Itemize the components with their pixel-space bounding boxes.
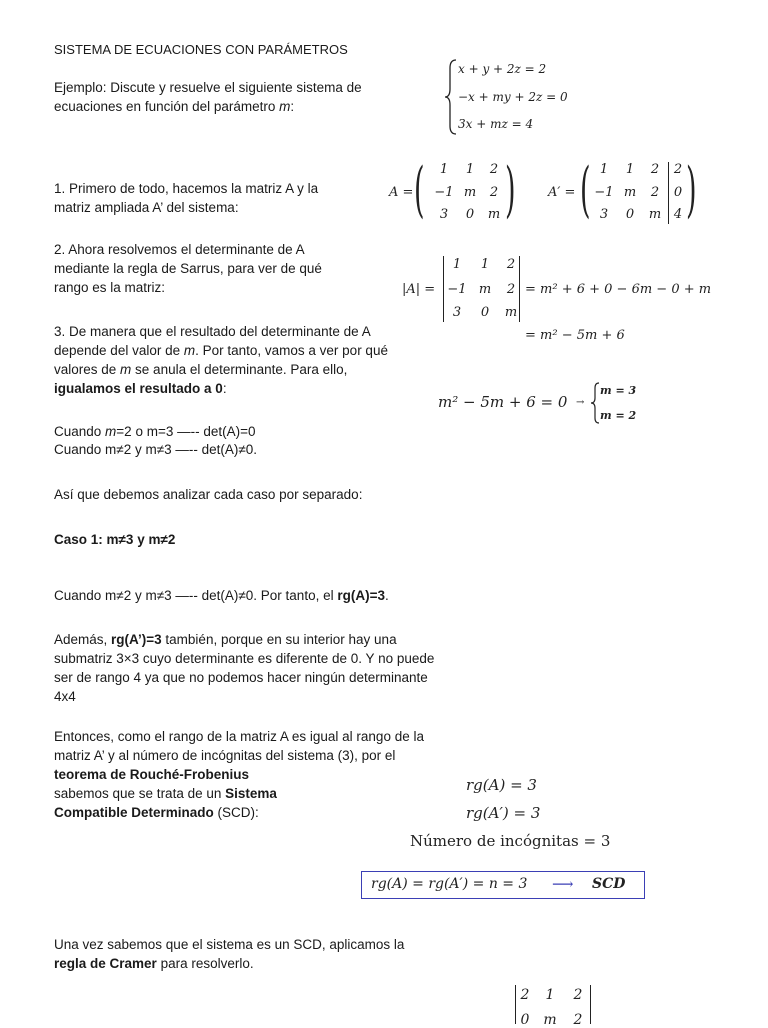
rank-augmented-part: Además,	[54, 632, 112, 647]
matrix-augmented-cell: 1	[625, 162, 635, 177]
intro-text: Ejemplo: Discute y resuelve el siguiente sistema de ecuaciones en función del parámetro	[54, 80, 362, 114]
case-zero-det-part: =2 o m=3 —-- det(A)=0	[116, 424, 256, 439]
matrix-augmented-cell: 4	[673, 207, 683, 222]
cramer-line: Una vez sabemos que el sistema es un SCD, aplicamos la	[54, 937, 405, 952]
case1-heading: Caso 1: m≠3 y m≠2	[54, 532, 176, 547]
rouche-bold: Sistema	[225, 786, 277, 801]
det-cell: 1	[480, 257, 490, 272]
rouche-part: sabemos que se trata de un	[54, 786, 226, 801]
matrix-a-cell: 2	[489, 185, 499, 200]
det-cell: −1	[447, 282, 467, 297]
matrix-a-cell: 1	[439, 162, 449, 177]
step3-param: m	[120, 362, 132, 377]
step3-part: . Por tanto, vamos a ver por qué valores de	[54, 343, 388, 377]
rouche-text	[54, 727, 464, 822]
matrix-augmented-cell: −1	[594, 185, 614, 200]
cramer-det-cell: m	[543, 1012, 557, 1028]
rank-a-part: .	[384, 588, 389, 603]
matrix-augmented-cell: 0	[673, 185, 683, 200]
cramer-bold: regla de Cramer	[54, 956, 157, 971]
conclusion-box	[361, 871, 645, 899]
case-zero-det-param: m	[105, 424, 117, 439]
matrix-augmented-cell: m	[648, 207, 662, 222]
rank-a-part: Cuando m≠2 y m≠3 —-- det(A)≠0. Por tanto, el	[54, 588, 338, 603]
step3-part: se anula el determinante. Para ello,	[131, 362, 348, 377]
system-eq-1: x + y + 2z = 2	[458, 62, 547, 76]
rank-a-text	[54, 586, 389, 605]
matrix-a-cell: 3	[439, 207, 449, 222]
rouche-line	[54, 784, 464, 803]
matrix-a-cell: −1	[434, 185, 454, 200]
det-result: = m² − 5m + 6	[525, 328, 625, 343]
step3-part: 3. De manera que el resultado del determinante de A depende del valor de	[54, 324, 370, 358]
matrix-a-left-paren: (	[414, 155, 425, 225]
det-cell: m	[478, 282, 492, 297]
det-left-bar	[443, 256, 444, 322]
matrix-a-cell: 0	[465, 207, 475, 222]
rouche-line	[54, 803, 464, 822]
matrix-augmented-cell: 1	[599, 162, 609, 177]
matrix-augmented-label: A′ =	[548, 185, 576, 200]
cramer-det-cell: 1	[545, 987, 555, 1003]
matrix-augmented-right-paren: )	[686, 155, 697, 225]
system-eq-3: 3x + mz = 4	[458, 117, 534, 131]
cramer-part: para resolverlo.	[156, 956, 254, 971]
step3-part: :	[222, 381, 227, 396]
matrix-a-cell: m	[487, 207, 501, 222]
rouche-part: (SCD):	[213, 805, 259, 820]
rank-eq-a: rg(A) = 3	[466, 776, 537, 794]
conclusion-arrow: ⟶	[552, 875, 574, 893]
root-1: m = 3	[600, 384, 637, 397]
det-label: |A| =	[402, 282, 436, 297]
case-zero-det-part: Cuando	[54, 424, 106, 439]
system-eq-2: −x + my + 2z = 0	[458, 90, 568, 104]
conclusion-result: SCD	[592, 876, 626, 892]
matrix-a-label: A =	[389, 185, 414, 200]
step3-text	[54, 322, 394, 398]
matrix-augmented-cell: 2	[650, 185, 660, 200]
rank-augmented-text	[54, 630, 439, 706]
step3-param: m	[183, 343, 196, 358]
cramer-det-cell: 2	[520, 987, 530, 1003]
det-cell: 2	[506, 282, 516, 297]
matrix-augmented-cell: 2	[650, 162, 660, 177]
det-cell: 3	[452, 305, 462, 320]
step1-text: 1. Primero de todo, hacemos la matriz A y la matriz ampliada A’ del sistema:	[54, 181, 319, 215]
case-zero-det	[54, 422, 255, 441]
rouche-theorem: teorema de Rouché-Frobenius	[54, 767, 250, 782]
det-cell: 2	[506, 257, 516, 272]
augmented-divider	[668, 162, 669, 224]
matrix-augmented-cell: 2	[673, 162, 683, 177]
rank-augmented-bold: rg(A’)=3	[111, 632, 162, 647]
matrix-a-right-paren: )	[505, 155, 516, 225]
root-2: m = 2	[600, 409, 637, 422]
roots-brace	[590, 382, 600, 424]
analysis-intro: Así que debemos analizar cada caso por separado:	[54, 487, 363, 502]
arrow-icon: →	[576, 397, 585, 408]
step3-bold: igualamos el resultado a 0	[54, 381, 223, 396]
cramer-det-cell: 0	[520, 1012, 530, 1028]
matrix-augmented-left-paren: (	[580, 155, 591, 225]
rank-augmented-part: también, porque en su interior hay una submatriz 3×3 cuyo determinante es diferente de 0. Y no puede ser de rango 4 ya que no podemos hacer ningún determinante 4x4	[54, 632, 435, 704]
cramer-det-right-bar	[590, 985, 591, 1024]
rank-eq-augmented: rg(A′) = 3	[466, 804, 541, 822]
intro-param: m	[279, 99, 291, 114]
page-title: SISTEMA DE ECUACIONES CON PARÁMETROS	[54, 42, 348, 57]
rouche-line: Entonces, como el rango de la matriz A es igual al rango de la matriz A’ y al número de incógnitas del sistema (3), por el	[54, 729, 424, 763]
conclusion-expr: rg(A) = rg(A′) = n = 3	[371, 876, 528, 892]
det-cell: 0	[480, 305, 490, 320]
cramer-line	[54, 954, 454, 973]
matrix-a-cell: 1	[465, 162, 475, 177]
rank-a-bold: rg(A)=3	[337, 588, 385, 603]
matrix-a-cell: 2	[489, 162, 499, 177]
det-cell: 1	[452, 257, 462, 272]
quadratic-lhs: m² − 5m + 6 = 0	[438, 393, 568, 411]
matrix-augmented-cell: m	[623, 185, 637, 200]
cramer-det-cell: 2	[573, 1012, 583, 1028]
matrix-augmented-cell: 3	[599, 207, 609, 222]
matrix-a-cell: m	[463, 185, 477, 200]
intro-paragraph	[54, 78, 399, 116]
unknowns-eq: Número de incógnitas = 3	[410, 832, 611, 850]
det-expansion: = m² + 6 + 0 − 6m − 0 + m	[525, 282, 712, 297]
cramer-det-cell: 2	[573, 987, 583, 1003]
det-cell: m	[504, 305, 518, 320]
system-brace	[444, 58, 458, 136]
matrix-augmented-cell: 0	[625, 207, 635, 222]
cramer-text	[54, 935, 454, 973]
rouche-bold: Compatible Determinado	[54, 805, 214, 820]
step2-text: 2. Ahora resolvemos el determinante de A mediante la regla de Sarrus, para ver de qué rango es la matriz:	[54, 242, 322, 295]
intro-colon: :	[290, 99, 295, 114]
case-nonzero-det: Cuando m≠2 y m≠3 —-- det(A)≠0.	[54, 442, 258, 457]
